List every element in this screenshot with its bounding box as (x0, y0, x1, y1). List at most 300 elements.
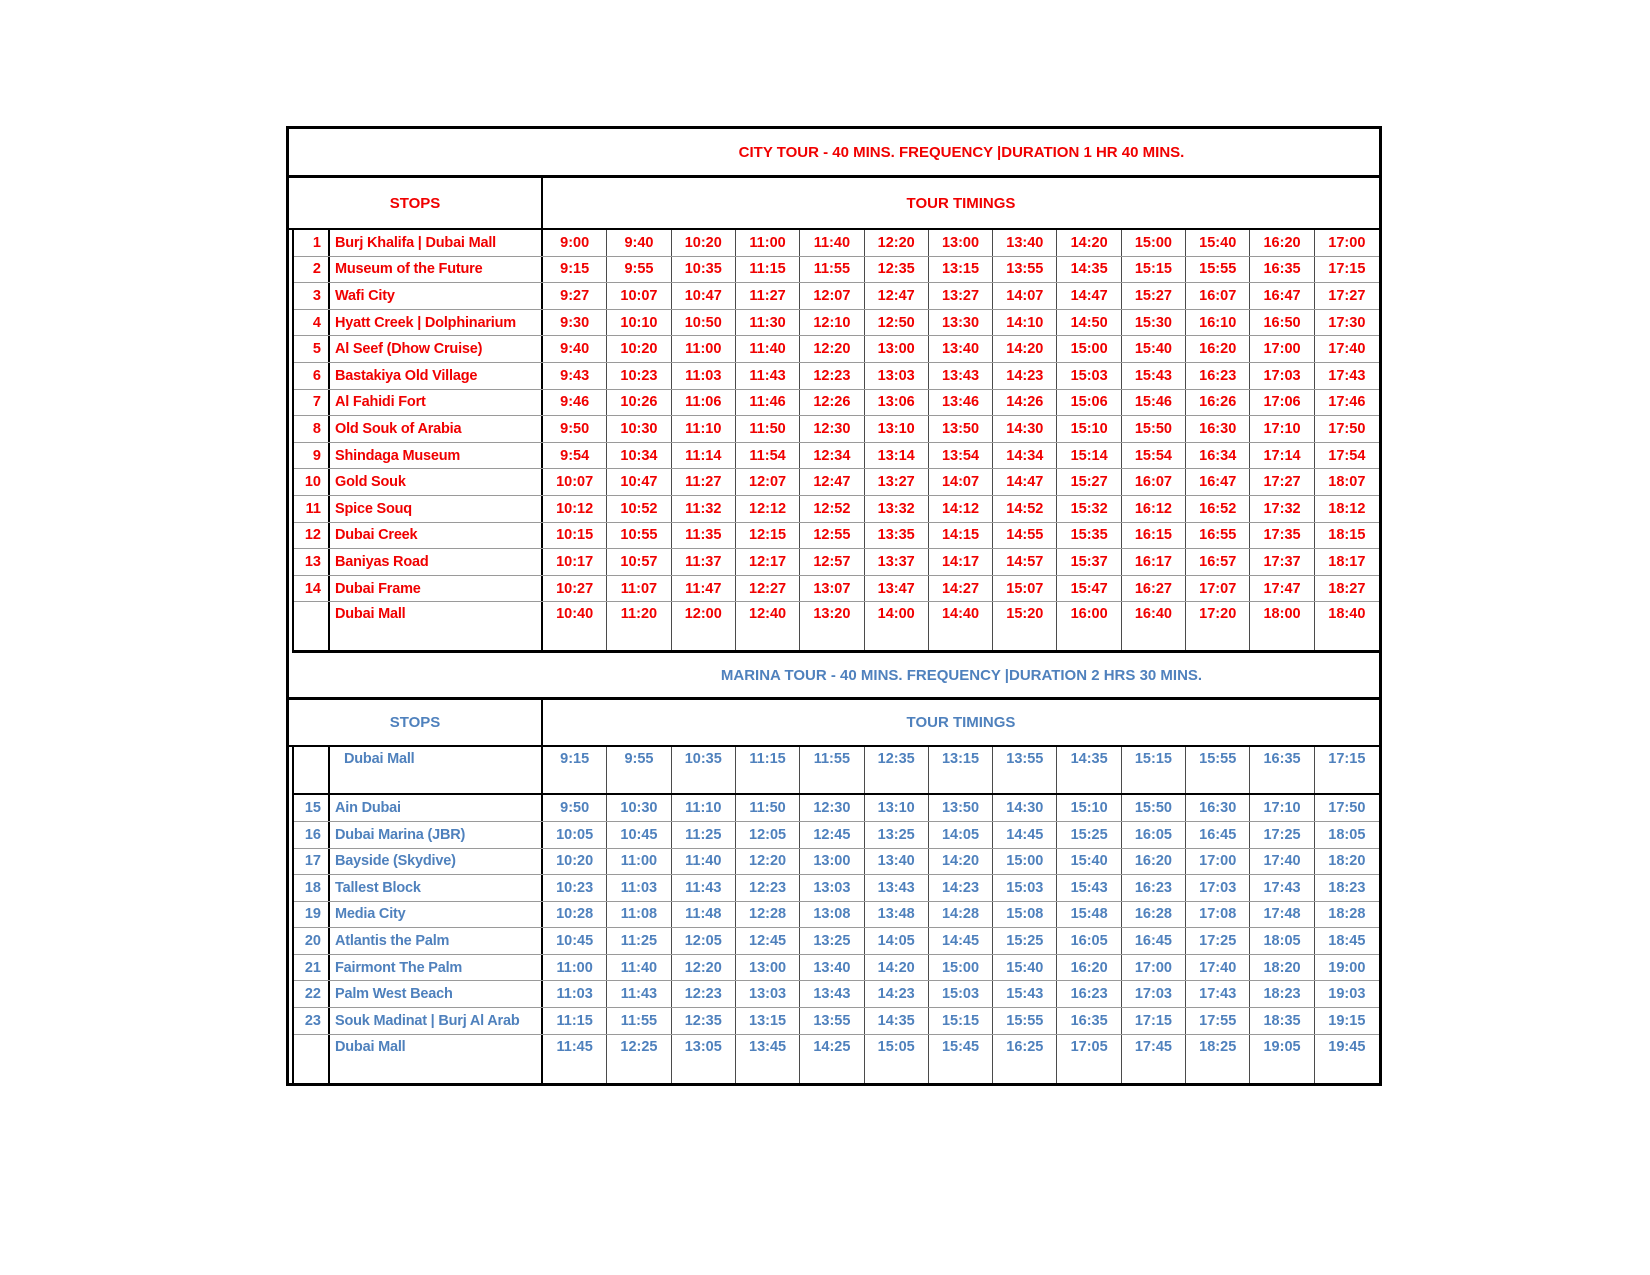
time-cell: 14:30 (993, 795, 1057, 821)
time-cell: 16:05 (1057, 928, 1121, 954)
table-row (294, 1008, 1379, 1035)
time-cells (543, 981, 1379, 1007)
time-cell: 12:05 (672, 928, 736, 954)
table-row (294, 283, 1379, 310)
time-cell: 14:07 (929, 469, 993, 495)
time-cell: 13:10 (865, 416, 929, 442)
time-cell: 14:23 (929, 875, 993, 901)
time-cell: 17:15 (1122, 1008, 1186, 1034)
stop-name: Dubai Frame (330, 576, 543, 602)
stop-name: Hyatt Creek | Dolphinarium (330, 310, 543, 336)
time-cell: 12:05 (736, 822, 800, 848)
time-cell: 15:10 (1057, 795, 1121, 821)
time-cell: 13:55 (993, 747, 1057, 793)
time-cell: 17:03 (1250, 363, 1314, 389)
time-cells (543, 230, 1379, 256)
stop-number: 18 (294, 875, 330, 901)
time-cell: 17:48 (1250, 902, 1314, 928)
stop-number: 19 (294, 902, 330, 928)
time-cell: 18:23 (1328, 879, 1366, 896)
table-row (294, 955, 1379, 982)
time-cell: 18:15 (1328, 527, 1366, 544)
time-cell: 12:07 (736, 469, 800, 495)
time-cell: 14:10 (993, 310, 1057, 336)
stop-number: 23 (294, 1008, 330, 1034)
table-row (294, 1035, 1379, 1083)
time-cell: 12:20 (672, 955, 736, 981)
stop-number: 17 (294, 849, 330, 875)
time-cell: 16:20 (1122, 849, 1186, 875)
time-cell: 11:15 (543, 1008, 607, 1034)
time-cell: 18:17 (1328, 553, 1366, 570)
time-cell: 14:27 (929, 576, 993, 602)
time-cell: 11:47 (672, 576, 736, 602)
time-cell: 18:05 (1328, 826, 1366, 843)
time-cell: 18:07 (1328, 474, 1366, 491)
time-cell: 16:05 (1122, 822, 1186, 848)
time-cell: 11:14 (672, 443, 736, 469)
time-cell: 15:50 (1122, 416, 1186, 442)
stops-header: STOPS (289, 700, 543, 745)
time-cell: 17:14 (1250, 443, 1314, 469)
time-cells (543, 1035, 1379, 1083)
time-cell: 10:57 (607, 549, 671, 575)
time-cell: 18:00 (1250, 602, 1314, 650)
time-cell: 13:40 (993, 230, 1057, 256)
stop-name: Museum of the Future (330, 257, 543, 283)
time-cell: 9:55 (607, 257, 671, 283)
time-cell: 12:12 (736, 496, 800, 522)
time-cell: 15:32 (1057, 496, 1121, 522)
time-cell: 15:25 (993, 928, 1057, 954)
time-cell: 13:14 (865, 443, 929, 469)
stop-name: Media City (330, 902, 543, 928)
time-cell: 17:10 (1250, 416, 1314, 442)
time-cell: 10:20 (607, 336, 671, 362)
time-cell: 17:03 (1122, 981, 1186, 1007)
time-cell: 13:10 (865, 795, 929, 821)
time-cell: 17:37 (1250, 549, 1314, 575)
time-cell: 10:30 (607, 416, 671, 442)
time-cell: 18:40 (1328, 606, 1366, 623)
time-cells (543, 416, 1379, 442)
stop-number: 11 (294, 496, 330, 522)
stop-name: Spice Souq (330, 496, 543, 522)
table-row (294, 981, 1379, 1008)
time-cell: 10:30 (607, 795, 671, 821)
stop-name: Wafi City (330, 283, 543, 309)
time-cell: 13:15 (929, 257, 993, 283)
stop-number: 3 (294, 283, 330, 309)
time-cell: 11:43 (672, 875, 736, 901)
time-cell: 17:03 (1186, 875, 1250, 901)
time-cell: 13:30 (929, 310, 993, 336)
stop-number: 13 (294, 549, 330, 575)
time-cell: 12:27 (736, 576, 800, 602)
time-cells (543, 363, 1379, 389)
time-cell: 15:06 (1057, 390, 1121, 416)
time-cell: 13:08 (800, 902, 864, 928)
time-cell: 16:23 (1057, 981, 1121, 1007)
stop-name: Tallest Block (330, 875, 543, 901)
time-cell: 15:03 (929, 981, 993, 1007)
time-cell: 16:40 (1122, 602, 1186, 650)
time-cells (543, 822, 1379, 848)
stop-name: Gold Souk (330, 469, 543, 495)
time-cell: 9:55 (607, 747, 671, 793)
time-cell: 11:40 (736, 336, 800, 362)
stops-header: STOPS (289, 178, 543, 228)
stop-name: Atlantis the Palm (330, 928, 543, 954)
time-cell: 17:32 (1250, 496, 1314, 522)
time-cell: 16:28 (1122, 902, 1186, 928)
time-cell: 13:35 (865, 523, 929, 549)
time-cell: 13:05 (672, 1035, 736, 1083)
stop-name: Fairmont The Palm (330, 955, 543, 981)
time-cell: 14:35 (1057, 257, 1121, 283)
time-cell: 19:03 (1328, 986, 1366, 1003)
time-cell: 9:54 (543, 443, 607, 469)
time-cell: 17:00 (1250, 336, 1314, 362)
time-cell: 16:23 (1186, 363, 1250, 389)
time-cell: 15:03 (1057, 363, 1121, 389)
time-cell: 13:55 (993, 257, 1057, 283)
time-cell: 12:15 (736, 523, 800, 549)
time-cell: 11:50 (736, 795, 800, 821)
time-cell: 17:15 (1328, 261, 1366, 278)
time-cell: 10:35 (672, 747, 736, 793)
stop-name: Dubai Mall (330, 1035, 543, 1083)
time-cell: 13:03 (736, 981, 800, 1007)
time-cell: 17:47 (1250, 576, 1314, 602)
time-cell: 19:05 (1250, 1035, 1314, 1083)
time-cells (543, 310, 1379, 336)
table-row (294, 416, 1379, 443)
time-cell: 12:50 (865, 310, 929, 336)
time-cell: 16:20 (1250, 230, 1314, 256)
time-cell: 16:17 (1122, 549, 1186, 575)
time-cell: 18:20 (1328, 853, 1366, 870)
time-cell: 15:55 (993, 1008, 1057, 1034)
time-cells (543, 336, 1379, 362)
time-cell: 13:00 (865, 336, 929, 362)
time-cell: 10:35 (672, 257, 736, 283)
time-cell: 16:27 (1122, 576, 1186, 602)
time-cell: 11:43 (736, 363, 800, 389)
time-cell: 12:30 (800, 795, 864, 821)
time-cell: 16:12 (1122, 496, 1186, 522)
marina-tour-rows (292, 747, 1379, 1082)
time-cell: 17:20 (1186, 602, 1250, 650)
time-cell: 12:20 (736, 849, 800, 875)
time-cell: 12:10 (800, 310, 864, 336)
time-cell: 12:55 (800, 523, 864, 549)
time-cell: 13:32 (865, 496, 929, 522)
stop-name: Dubai Creek (330, 523, 543, 549)
time-cell: 13:40 (929, 336, 993, 362)
time-cell: 9:43 (543, 363, 607, 389)
table-row (294, 549, 1379, 576)
time-cell: 15:08 (993, 902, 1057, 928)
time-cell: 16:30 (1186, 416, 1250, 442)
time-cell: 15:40 (1057, 849, 1121, 875)
time-cell: 9:40 (543, 336, 607, 362)
stop-name: Bastakiya Old Village (330, 363, 543, 389)
time-cell: 16:15 (1122, 523, 1186, 549)
time-cell: 11:30 (736, 310, 800, 336)
time-cell: 16:34 (1186, 443, 1250, 469)
time-cell: 14:57 (993, 549, 1057, 575)
time-cell: 13:25 (865, 822, 929, 848)
time-cell: 14:30 (993, 416, 1057, 442)
time-cell: 16:35 (1250, 747, 1314, 793)
time-cell: 12:47 (865, 283, 929, 309)
time-cell: 11:45 (543, 1035, 607, 1083)
time-cell: 15:00 (929, 955, 993, 981)
time-cell: 14:35 (1057, 747, 1121, 793)
time-cell: 13:40 (865, 849, 929, 875)
stop-name: Burj Khalifa | Dubai Mall (330, 230, 543, 256)
time-cell: 18:45 (1328, 933, 1366, 950)
time-cell: 10:34 (607, 443, 671, 469)
time-cell: 15:45 (929, 1035, 993, 1083)
time-cell: 16:07 (1122, 469, 1186, 495)
time-cells (543, 849, 1379, 875)
table-row (294, 336, 1379, 363)
time-cell: 12:35 (672, 1008, 736, 1034)
time-cell: 13:03 (800, 875, 864, 901)
time-cells (543, 443, 1379, 469)
time-cells (543, 496, 1379, 522)
time-cell: 9:50 (543, 795, 607, 821)
time-cell: 10:50 (672, 310, 736, 336)
table-row (294, 822, 1379, 849)
table-row (294, 390, 1379, 417)
time-cell: 15:50 (1122, 795, 1186, 821)
time-cells (543, 875, 1379, 901)
time-cell: 17:55 (1186, 1008, 1250, 1034)
time-cell: 15:46 (1122, 390, 1186, 416)
time-cell: 11:03 (607, 875, 671, 901)
time-cell: 10:17 (543, 549, 607, 575)
time-cell: 10:28 (543, 902, 607, 928)
time-cell: 14:20 (929, 849, 993, 875)
stop-name: Ain Dubai (330, 795, 543, 821)
time-cell: 19:00 (1328, 959, 1366, 976)
time-cell: 17:25 (1186, 928, 1250, 954)
stop-name: Dubai Marina (JBR) (330, 822, 543, 848)
time-cell: 16:30 (1186, 795, 1250, 821)
table-row (294, 523, 1379, 550)
table-row (294, 902, 1379, 929)
time-cell: 11:00 (607, 849, 671, 875)
time-cell: 14:05 (929, 822, 993, 848)
time-cell: 17:40 (1250, 849, 1314, 875)
stop-number: 5 (294, 336, 330, 362)
time-cell: 15:05 (865, 1035, 929, 1083)
time-cell: 15:20 (993, 602, 1057, 650)
time-cell: 11:32 (672, 496, 736, 522)
time-cell: 12:23 (800, 363, 864, 389)
tour-timings-header: TOUR TIMINGS (906, 714, 1016, 732)
time-cell: 11:08 (607, 902, 671, 928)
time-cell: 13:07 (800, 576, 864, 602)
time-cells (543, 747, 1379, 793)
time-cell: 15:43 (993, 981, 1057, 1007)
time-cell: 12:40 (736, 602, 800, 650)
time-cell: 14:45 (993, 822, 1057, 848)
stop-number: 9 (294, 443, 330, 469)
time-cell: 11:40 (607, 955, 671, 981)
time-cell: 9:30 (543, 310, 607, 336)
time-cells (543, 576, 1379, 602)
time-cell: 16:00 (1057, 602, 1121, 650)
time-cell: 14:52 (993, 496, 1057, 522)
time-cell: 15:15 (1122, 257, 1186, 283)
time-cell: 10:15 (543, 523, 607, 549)
time-cell: 12:57 (800, 549, 864, 575)
time-cell: 17:08 (1186, 902, 1250, 928)
time-cell: 16:47 (1250, 283, 1314, 309)
time-cell: 11:27 (736, 283, 800, 309)
time-cells (543, 928, 1379, 954)
time-cell: 10:26 (607, 390, 671, 416)
time-cell: 15:15 (1122, 747, 1186, 793)
time-cell: 10:05 (543, 822, 607, 848)
time-cell: 12:34 (800, 443, 864, 469)
table-row (294, 849, 1379, 876)
time-cell: 11:48 (672, 902, 736, 928)
time-cell: 12:23 (736, 875, 800, 901)
time-cell: 18:27 (1328, 580, 1366, 597)
city-tour-rows (292, 230, 1379, 653)
time-cell: 11:55 (800, 257, 864, 283)
time-cell: 11:43 (607, 981, 671, 1007)
time-cell: 15:35 (1057, 523, 1121, 549)
time-cell: 12:20 (800, 336, 864, 362)
time-cell: 17:35 (1250, 523, 1314, 549)
time-cell: 15:37 (1057, 549, 1121, 575)
time-cell: 17:40 (1186, 955, 1250, 981)
time-cell: 11:10 (672, 795, 736, 821)
time-cell: 12:45 (800, 822, 864, 848)
time-cell: 15:10 (1057, 416, 1121, 442)
time-cell: 15:55 (1186, 747, 1250, 793)
stop-number: 2 (294, 257, 330, 283)
stop-number: 15 (294, 795, 330, 821)
stop-number: 4 (294, 310, 330, 336)
time-cell: 11:15 (736, 257, 800, 283)
time-cell: 11:00 (736, 230, 800, 256)
time-cell: 16:35 (1250, 257, 1314, 283)
time-cell: 14:28 (929, 902, 993, 928)
time-cells (543, 469, 1379, 495)
time-cell: 16:26 (1186, 390, 1250, 416)
table-row (294, 469, 1379, 496)
time-cell: 14:23 (865, 981, 929, 1007)
time-cell: 9:27 (543, 283, 607, 309)
time-cell: 10:07 (607, 283, 671, 309)
time-cell: 15:03 (993, 875, 1057, 901)
time-cell: 17:00 (1186, 849, 1250, 875)
time-cell: 12:07 (800, 283, 864, 309)
time-cell: 12:52 (800, 496, 864, 522)
time-cell: 15:54 (1122, 443, 1186, 469)
table-row (294, 795, 1379, 822)
time-cell: 14:55 (993, 523, 1057, 549)
time-cell: 15:47 (1057, 576, 1121, 602)
time-cell: 11:54 (736, 443, 800, 469)
time-cell: 15:00 (993, 849, 1057, 875)
time-cell: 13:03 (865, 363, 929, 389)
stop-name: Old Souk of Arabia (330, 416, 543, 442)
time-cell: 12:30 (800, 416, 864, 442)
time-cell: 10:07 (543, 469, 607, 495)
time-cell: 15:25 (1057, 822, 1121, 848)
time-cell: 16:20 (1186, 336, 1250, 362)
time-cell: 11:50 (736, 416, 800, 442)
time-cell: 14:47 (1057, 283, 1121, 309)
time-cell: 10:23 (607, 363, 671, 389)
time-cell: 13:40 (800, 955, 864, 981)
time-cell: 18:20 (1250, 955, 1314, 981)
time-cells (543, 549, 1379, 575)
time-cell: 16:45 (1186, 822, 1250, 848)
time-cell: 11:27 (672, 469, 736, 495)
time-cell: 12:35 (865, 747, 929, 793)
time-cell: 11:40 (800, 230, 864, 256)
time-cell: 19:15 (1328, 1012, 1366, 1029)
time-cell: 10:12 (543, 496, 607, 522)
time-cell: 18:25 (1186, 1035, 1250, 1083)
time-cell: 11:55 (800, 747, 864, 793)
time-cell: 13:20 (800, 602, 864, 650)
time-cell: 12:35 (865, 257, 929, 283)
time-cell: 13:43 (929, 363, 993, 389)
time-cell: 17:15 (1328, 751, 1366, 768)
time-cell: 13:50 (929, 795, 993, 821)
time-cell: 11:00 (543, 955, 607, 981)
stop-number: 6 (294, 363, 330, 389)
time-cell: 12:20 (865, 230, 929, 256)
time-cell: 15:43 (1057, 875, 1121, 901)
time-cell: 10:23 (543, 875, 607, 901)
table-row (294, 363, 1379, 390)
time-cell: 15:14 (1057, 443, 1121, 469)
stop-number: 1 (294, 230, 330, 256)
stop-number: 10 (294, 469, 330, 495)
time-cell: 16:10 (1186, 310, 1250, 336)
time-cells (543, 390, 1379, 416)
marina-tour-title: MARINA TOUR - 40 MINS. FREQUENCY |DURATION 2 HRS 30 MINS. (289, 653, 1379, 700)
time-cell: 13:15 (929, 747, 993, 793)
time-cell: 13:43 (800, 981, 864, 1007)
time-cell: 14:05 (865, 928, 929, 954)
time-cell: 11:40 (672, 849, 736, 875)
stop-number (294, 747, 330, 793)
table-row (294, 257, 1379, 284)
marina-tour-header (289, 700, 1379, 747)
time-cell: 15:40 (993, 955, 1057, 981)
time-cell: 14:40 (929, 602, 993, 650)
time-cell: 14:23 (993, 363, 1057, 389)
city-tour-header (289, 178, 1379, 230)
time-cells (543, 257, 1379, 283)
time-cell: 17:27 (1328, 287, 1366, 304)
stop-name: Baniyas Road (330, 549, 543, 575)
time-cell: 14:35 (865, 1008, 929, 1034)
time-cell: 16:45 (1122, 928, 1186, 954)
